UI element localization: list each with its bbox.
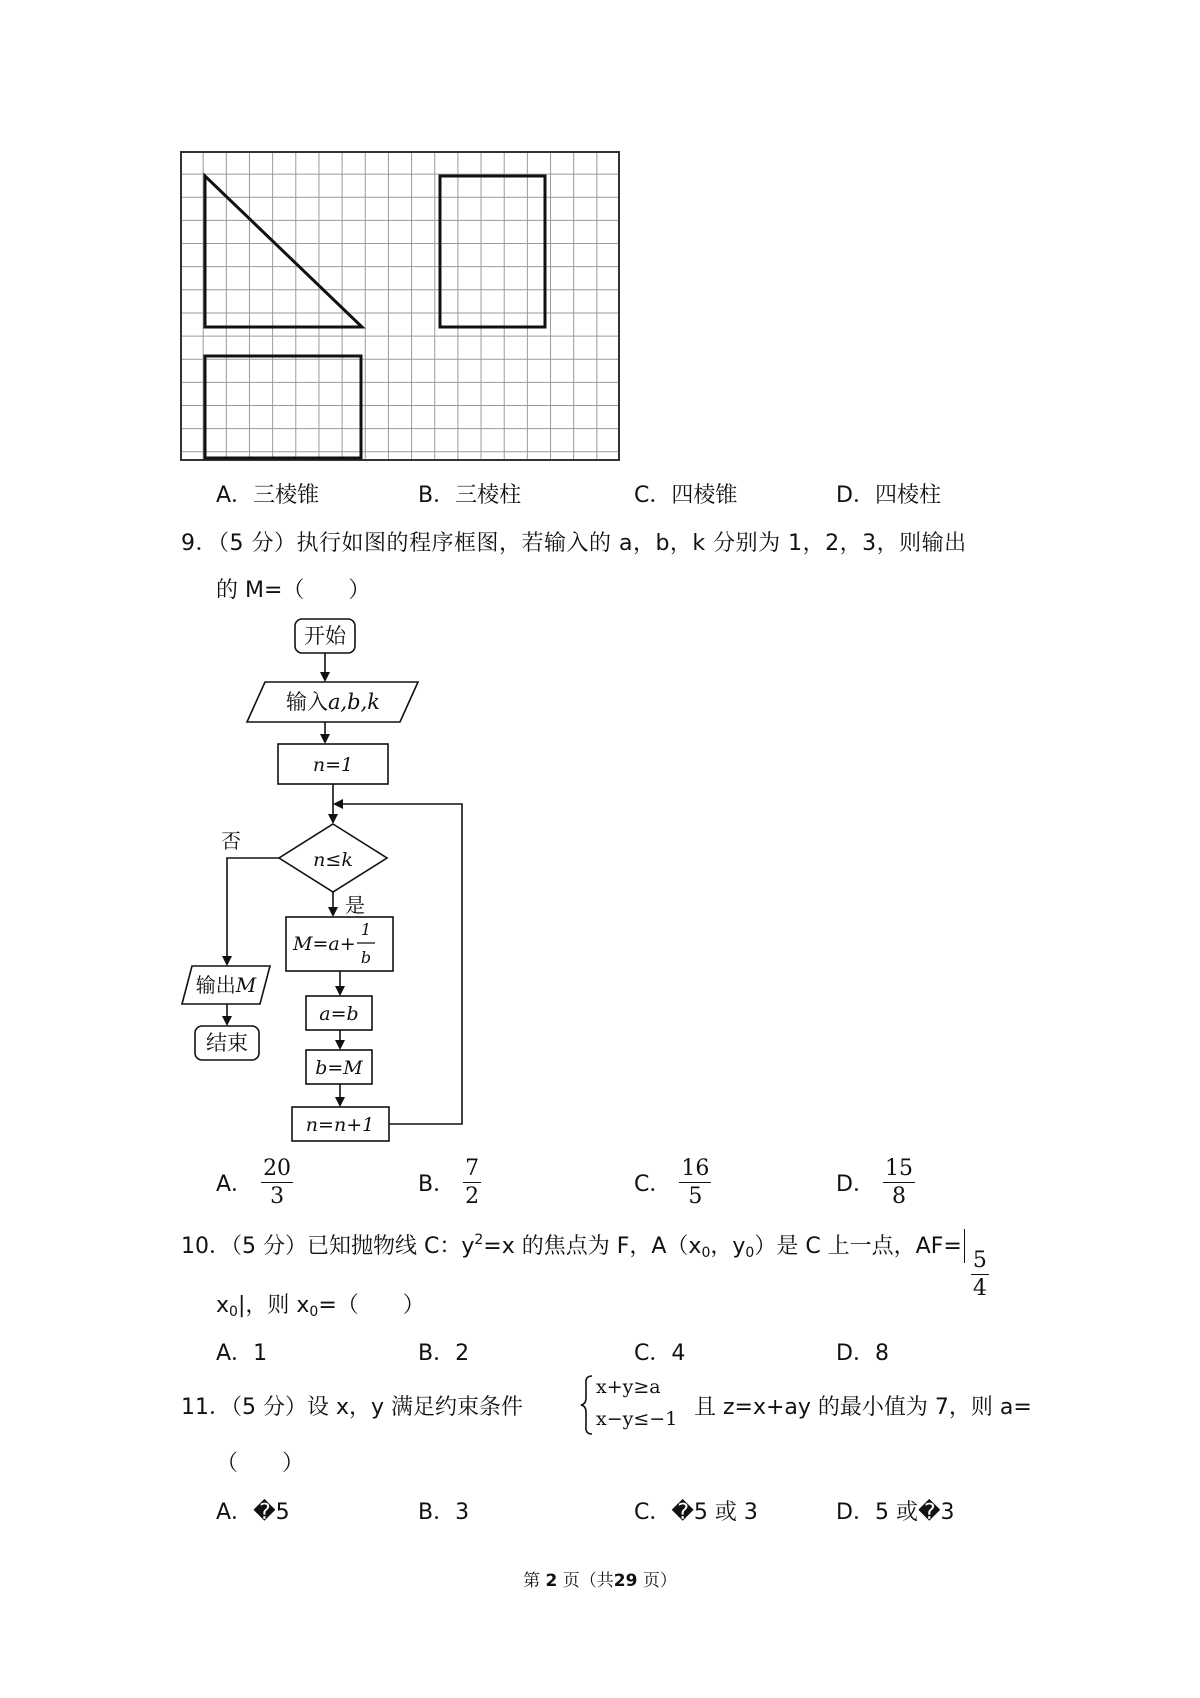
q8-option-a: A．三棱锥	[216, 483, 320, 508]
three-view-figure	[180, 151, 620, 461]
flow-start-label: 开始	[304, 624, 346, 648]
q9-option-a: A． $\frac{20}{3}$	[216, 1156, 292, 1210]
top-view-rectangle	[205, 356, 361, 458]
grid-lines	[180, 151, 620, 461]
q9-option-b: B． $\frac{7}{2}$	[418, 1156, 480, 1210]
flow-condition-label: n≤k	[313, 849, 353, 871]
flow-output-label: 输出M	[195, 973, 257, 997]
flow-assign-m-label: M=a+	[293, 933, 356, 955]
left-brace-icon	[580, 1374, 594, 1436]
q11-constraint-1: x+y≥a	[596, 1376, 661, 1398]
side-view-rectangle	[440, 176, 545, 327]
q9-stem-line2: 的 M=（ ）	[216, 578, 371, 603]
q8-option-c: C．四棱锥	[634, 483, 738, 508]
q11-stem-part1: 11．（5 分）设 x，y 满足约束条件	[181, 1395, 524, 1420]
q11-option-b: B．3	[418, 1500, 470, 1525]
flow-increment-label: n=n+1	[305, 1114, 375, 1136]
q11-constraint-system	[580, 1374, 690, 1436]
q11-stem-part2: 且 z=x+ay 的最小值为 7，则 a=	[694, 1395, 1032, 1420]
flow-assign-m-den: b	[360, 948, 372, 967]
flow-assign-m-num: 1	[360, 920, 372, 939]
q9-option-c: C． $\frac{16}{5}$	[634, 1156, 710, 1210]
q11-constraint-2: x−y≤−1	[596, 1408, 678, 1430]
q9-stem-line1: 9．（5 分）执行如图的程序框图，若输入的 a，b，k 分别为 1，2，3，则输出	[181, 531, 967, 556]
flow-assign-a-label: a=b	[319, 1003, 359, 1025]
page-footer: 第 2 页（共29 页）	[523, 1571, 677, 1591]
q10-option-b: B．2	[418, 1341, 470, 1366]
front-view-triangle	[205, 176, 362, 327]
q11-option-d: D．5 或�3	[836, 1500, 955, 1525]
flow-yes-label: 是	[345, 893, 365, 917]
q11-option-a: A．�5	[216, 1500, 290, 1525]
q10-stem-line2: $x_0|$，则 $x_0=$（ ）	[216, 1293, 425, 1320]
flow-end-label: 结束	[206, 1031, 248, 1055]
q10-option-d: D．8	[836, 1341, 889, 1366]
flow-assign-b-label: b=M	[315, 1057, 363, 1079]
q10-stem-line1: 10．（5 分）已知抛物线 C：$y^2=x$ 的焦点为 F，$A(x_0$，$y_0$）是 C 上一点，AF= $\frac{5}{4}$	[181, 1229, 989, 1300]
flow-no-label: 否	[221, 829, 241, 853]
q8-option-b: B．三棱柱	[418, 483, 522, 508]
grid-border	[181, 152, 619, 460]
q11-option-c: C．�5 或 3	[634, 1500, 758, 1525]
q10-option-c: C．4	[634, 1341, 686, 1366]
q10-option-a: A．1	[216, 1341, 268, 1366]
flow-input-label: 输入a,b,k	[285, 690, 381, 714]
q8-option-d: D．四棱柱	[836, 483, 941, 508]
program-flowchart	[175, 612, 475, 1142]
flow-init-label: n=1	[312, 754, 354, 776]
q9-option-d: D． $\frac{15}{8}$	[836, 1156, 913, 1210]
q11-stem-line2: （ ）	[216, 1451, 305, 1476]
